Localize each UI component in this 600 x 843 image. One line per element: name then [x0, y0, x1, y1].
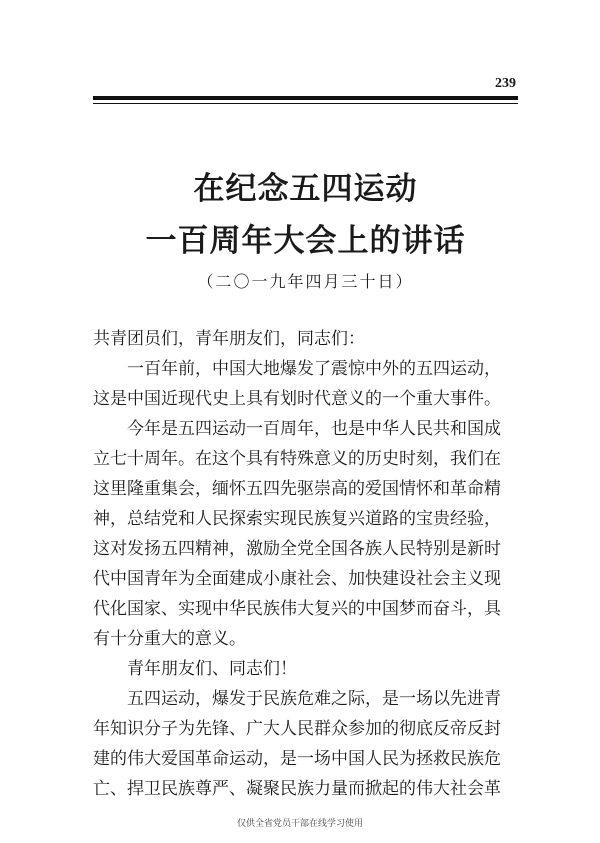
body-line: 这是中国近现代史上具有划时代意义的一个重大事件。	[93, 389, 501, 409]
page-number: 239	[495, 76, 516, 91]
speech-title-line-2: 一百周年大会上的讲话	[145, 223, 466, 259]
header-rule-thin	[93, 103, 518, 104]
body-line: 今年是五四运动一百周年，也是中华人民共和国成	[127, 419, 501, 439]
body-line: 这对发扬五四精神，激励全党全国各族人民特别是新时	[93, 539, 501, 559]
body-line: 年知识分子为先锋、广大人民群众参加的彻底反帝反封	[93, 719, 501, 739]
header-rule-thick	[93, 96, 518, 100]
body-line: 这里隆重集会，缅怀五四先驱崇高的爱国情怀和革命精	[93, 479, 501, 499]
body-line: 一百年前，中国大地爆发了震惊中外的五四运动，	[127, 359, 501, 379]
body-line: 青年朋友们、同志们！	[127, 659, 297, 679]
body-line: 五四运动，爆发于民族危难之际，是一场以先进青	[127, 689, 501, 709]
speech-body	[93, 324, 518, 804]
body-line: 建的伟大爱国革命运动，是一场中国人民为拯救民族危	[93, 749, 501, 769]
body-line: 有十分重大的意义。	[93, 629, 246, 649]
footer-notice: 仅供全省党员干部在线学习使用	[236, 819, 363, 829]
body-line: 神，总结党和人民探索实现民族复兴道路的宝贵经验，	[93, 509, 501, 529]
speech-date: （二〇一九年四月三十日）	[197, 272, 414, 291]
body-line: 立七十周年。在这个具有特殊意义的历史时刻，我们在	[93, 449, 501, 469]
body-line: 亡、捍卫民族尊严、凝聚民族力量而掀起的伟大社会革	[93, 779, 501, 799]
salutation-line: 共青团员们，青年朋友们，同志们：	[93, 329, 365, 349]
body-line: 代中国青年为全面建成小康社会、加快建设社会主义现	[93, 569, 501, 589]
speech-title-line-1: 在纪念五四运动	[193, 171, 418, 207]
body-line: 代化国家、实现中华民族伟大复兴的中国梦而奋斗，具	[93, 599, 501, 619]
